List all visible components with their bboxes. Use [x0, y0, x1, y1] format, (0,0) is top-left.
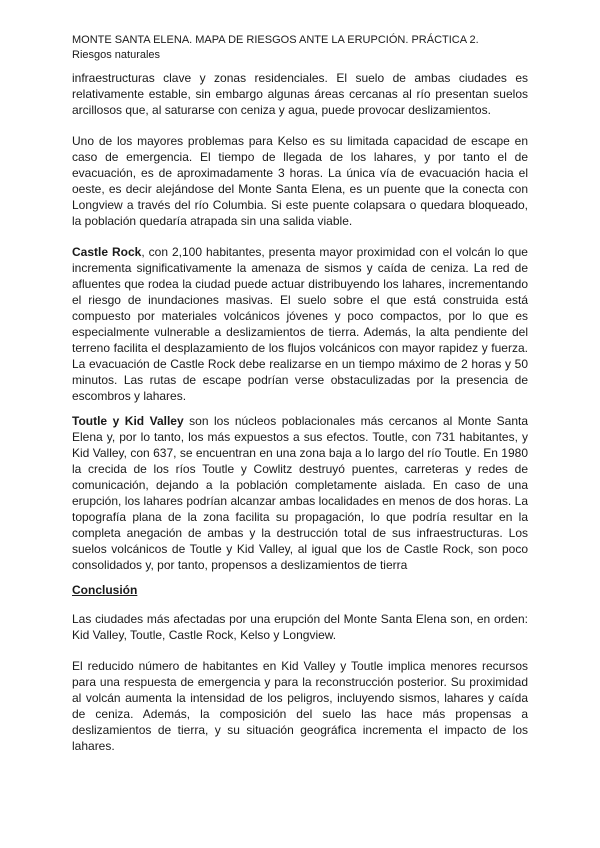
- castle-rock-heading: Castle Rock: [72, 245, 142, 259]
- paragraph-castle-rock: [72, 244, 528, 404]
- paragraph-kelso-soil: infraestructuras clave y zonas residenciales. El suelo de ambas ciudades es relativamente estable, sin embargo algunas áreas cercanas al río presentan suelos arcillosos que, al saturarse con ceniza y agua, puede provocar deslizamientos.: [72, 71, 528, 117]
- toutle-kid-valley-text: son los núcleos poblacionales más cercanos al Monte Santa Elena y, por lo tanto, los más expuestos a sus efectos. Toutle, con 731 habitantes, y Kid Valley, con 637, se encuentran en una zona baja a lo largo del río Toutle. En 1980 la crecida de los ríos Toutle y Cowlitz destruyó puentes, carreteras y redes de comunicación, dejando a la población completamente aislada. En caso de una erupción, los lahares podrían alcanzar ambas localidades en menos de dos horas. La topografía plana de la zona facilita su propagación, lo que podría resultar en la completa anegación de ambas y la destrucción total de sus infraestructuras. Los suelos volcánicos de Toutle y Kid Valley, al igual que los de Castle Rock, son poco consolidados y, por tanto, propensos a deslizamientos de tierra: [72, 414, 528, 572]
- paragraph-toutle-kid-valley: [72, 413, 528, 573]
- paragraph-conclusion-order: Las ciudades más afectadas por una erupción del Monte Santa Elena son, en orden: Kid Valley, Toutle, Castle Rock, Kelso y Longview.: [72, 612, 528, 642]
- conclusion-heading: Conclusión: [72, 583, 138, 597]
- toutle-kid-valley-heading: Toutle y Kid Valley: [72, 414, 184, 428]
- header-title: MONTE SANTA ELENA. MAPA DE RIESGOS ANTE LA ERUPCIÓN. PRÁCTICA 2.: [72, 34, 479, 46]
- paragraph-conclusion-detail: El reducido número de habitantes en Kid Valley y Toutle implica menores recursos para una respuesta de emergencia y para la reconstrucción posterior. Su proximidad al volcán aumenta la intensidad de los peligros, incluyendo sismos, lahares y caída de ceniza. Además, la composición del suelo las hace más propensas a deslizamientos de tierra, y su situación geográfica incrementa el impacto de los lahares.: [72, 659, 528, 753]
- paragraph-kelso-evacuation: Uno de los mayores problemas para Kelso es su limitada capacidad de escape en caso de emergencia. El tiempo de llegada de los lahares, y por tanto el de evacuación, es de aproximadamente 3 horas. La única vía de evacuación hacia el oeste, es decir alejándose del Monte Santa Elena, es un puente que la conecta con Longview a través del río Columbia. Si este puente colapsara o quedara bloqueado, la población quedaría atrapada sin una salida viable.: [72, 134, 528, 228]
- page-header: [72, 33, 542, 63]
- castle-rock-text: , con 2,100 habitantes, presenta mayor proximidad con el volcán lo que incrementa significativamente la amenaza de sismos y caída de ceniza. La red de afluentes que rodea la ciudad puede actuar distribuyendo los lahares, incrementando el riesgo de inundaciones masivas. El suelo sobre el que está construida está compuesto por materiales volcánicos jóvenes y poco compactos, por lo que es especialmente vulnerable a deslizamientos de tierra. Además, la alta pendiente del terreno facilita el desplazamiento de los flujos volcánicos con mayor rapidez y fuerza. La evacuación de Castle Rock debe realizarse en un tiempo máximo de 2 horas y 50 minutos. Las rutas de escape podrían verse obstaculizadas por la presencia de escombros y lahares.: [72, 245, 528, 403]
- header-subtitle: Riesgos naturales: [72, 49, 161, 61]
- document-body: [72, 70, 528, 769]
